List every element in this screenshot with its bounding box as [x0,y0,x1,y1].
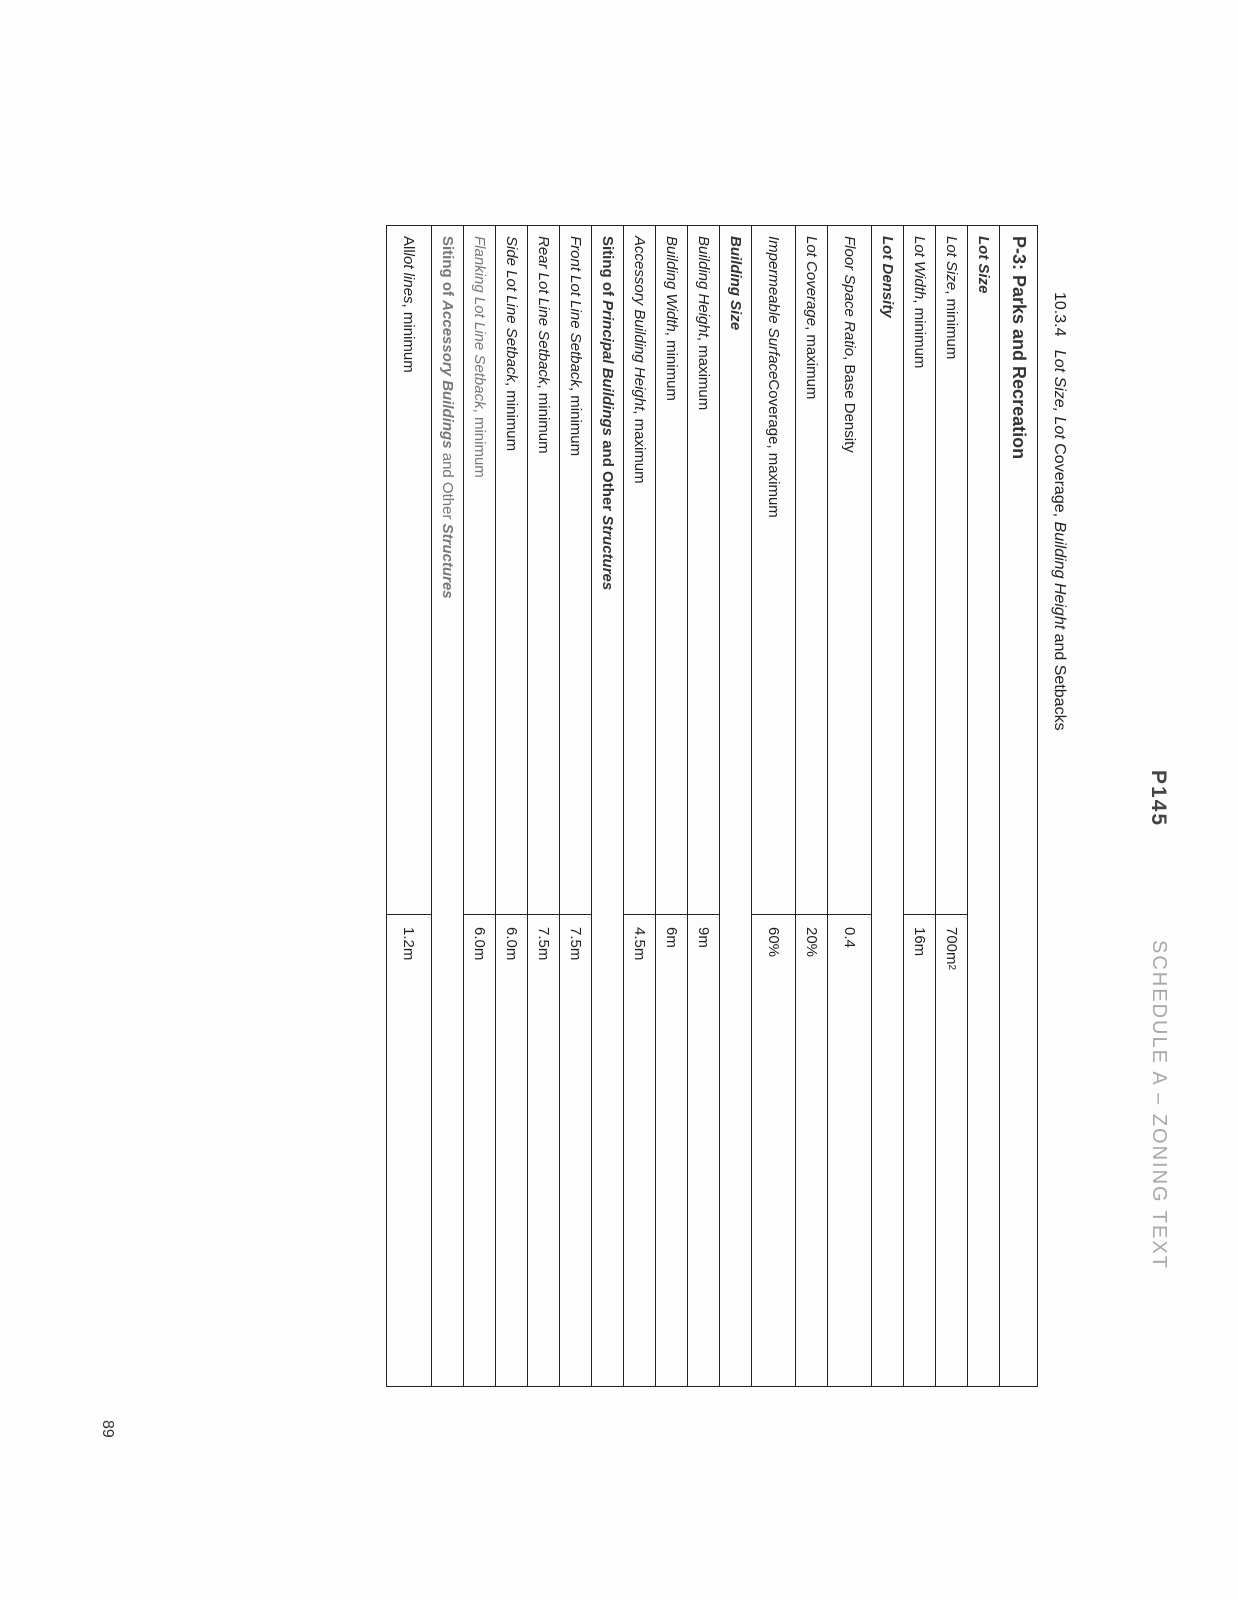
row-label-rest: , minimum [471,408,488,478]
table-row [903,226,935,1386]
table-row [687,226,719,1386]
row-label-term: Accessory Building Height [631,236,648,411]
row-value: 700m [943,927,960,965]
table-row [527,226,559,1386]
row-label-rest: , maximum [803,326,820,400]
schedule-title: SCHEDULE A – ZONING TEXT [1148,940,1170,1270]
row-label-rest: , maximum [695,336,712,411]
table-row [463,226,495,1386]
row-value-sup: 2 [946,964,957,971]
row-value: 1.2m [400,927,418,961]
row-label-term: Lot Size [943,236,960,291]
caption-part1: Lot Size, [1051,349,1068,413]
row-value: 6.0m [471,927,488,961]
row-label-rest: , maximum [631,410,648,484]
row-label-rest: Coverage, maximum [765,379,782,518]
table-row [623,226,655,1386]
section-row-building-size [719,226,751,1386]
row-label-term: Building Height [695,236,712,337]
section-siting-d: Structures [439,523,456,599]
table-caption [1050,292,1068,731]
table-row [795,226,827,1386]
section-row-siting-accessory [431,226,463,1386]
row-label-term: Building Width [663,236,680,332]
row-label-rest: , minimum [400,303,418,373]
section-lot-density: Lot Density [879,236,896,318]
row-label-rest: , Base Density [841,356,858,453]
section-siting-b: Accessory Buildings [439,300,456,449]
section-building-size: Building Size [727,236,744,331]
row-label-rest: , minimum [663,331,680,401]
row-value: 7.5m [535,927,552,961]
table-title-row [999,226,1037,1386]
section-siting-c: and Other [599,440,616,512]
row-label-rest: , minimum [503,381,520,452]
row-label-term: Rear Lot Line Setback [535,236,552,385]
row-value: 4.5m [631,927,648,961]
row-label-term: Impermeable Surface [765,236,782,380]
row-value: 0.4 [841,927,858,948]
row-value: 16m [911,927,928,957]
section-siting-a: Siting of [599,236,616,296]
row-label-term: Floor Space Ratio [841,236,858,357]
section-siting-d: Structures [599,515,616,591]
row-label-term: Lot Coverage [803,236,820,327]
row-value: 60% [765,927,782,958]
section-row-lot-size [967,226,999,1386]
row-label-rest: , minimum [535,384,552,454]
table-row [387,226,431,1386]
section-siting-c: and Other [439,452,456,520]
row-value: 7.5m [567,927,584,961]
row-label-term: Lot Width [911,236,928,300]
section-lot-size: Lot Size [975,236,992,294]
section-row-lot-density [871,226,903,1386]
row-value: 9m [695,927,712,948]
table-row [751,226,795,1386]
row-label-term: Side Lot Line Setback [503,236,520,382]
caption-part4: Building Height [1051,521,1068,630]
row-label-term: lot lines [400,252,418,304]
caption-part5: and Setbacks [1051,633,1068,731]
table-row [559,226,591,1386]
table-row [827,226,871,1386]
section-row-siting-principal [591,226,623,1386]
row-label-prefix: All [400,236,418,253]
page-number: 89 [99,1420,116,1438]
caption-number: 10.3.4 [1051,292,1068,337]
table-row [495,226,527,1386]
row-value: 20% [803,927,820,958]
caption-part3: Coverage, [1051,443,1068,518]
row-label-rest: , minimum [567,386,584,457]
section-siting-b: Principal Buildings [599,300,616,437]
table-row [655,226,687,1386]
row-value: 6m [663,927,680,948]
row-value: 6.0m [503,927,520,961]
page-code: P145 [1147,770,1170,828]
table-row [935,226,967,1386]
caption-part2: Lot [1051,416,1068,439]
row-label-term: Flanking Lot Line Setback [471,236,488,409]
row-label-rest: , minimum [911,299,928,369]
table-title: P-3: Parks and Recreation [1009,236,1029,460]
row-label-term: Front Lot Line Setback [567,236,584,387]
section-siting-a: Siting of [439,236,456,296]
row-label-rest: , minimum [943,290,960,360]
zoning-table [386,225,1038,1387]
